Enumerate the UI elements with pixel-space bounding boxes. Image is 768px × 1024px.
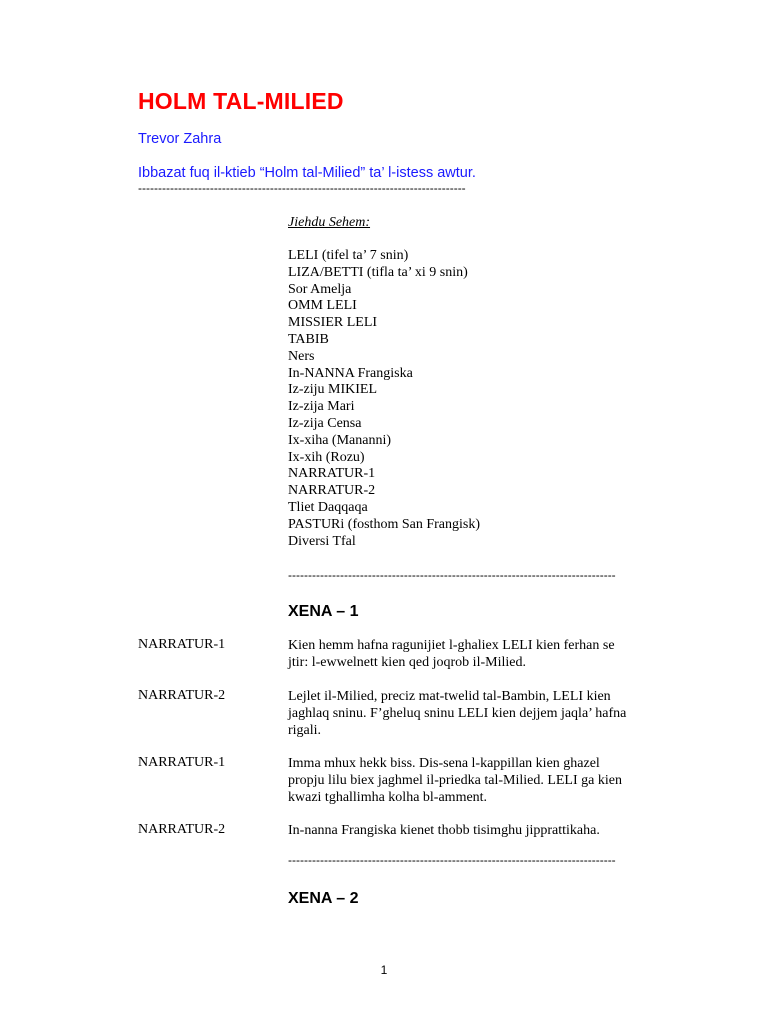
- separator-line: ----------------------------------------------------------------------------------: [288, 568, 616, 582]
- document-title: HOLM TAL-MILIED: [138, 88, 344, 114]
- cast-member: LIZA/BETTI (tifla ta’ xi 9 snin): [288, 264, 468, 280]
- cast-member: NARRATUR-1: [288, 466, 376, 482]
- cast-member: Ners: [288, 348, 315, 364]
- cast-member: MISSIER LELI: [288, 315, 378, 331]
- cast-member: Ix-xih (Rozu): [288, 449, 365, 465]
- cast-member: Iz-zija Mari: [288, 399, 355, 415]
- cast-member: Iz-ziju MIKIEL: [288, 382, 378, 398]
- cast-member: LELI (tifel ta’ 7 snin): [288, 248, 409, 263]
- cast-member: NARRATUR-2: [288, 483, 376, 499]
- cast-member: Sor Amelja: [288, 281, 352, 297]
- scene-1-heading: XENA – 1: [288, 603, 359, 620]
- cast-member: Iz-zija Censa: [288, 415, 362, 431]
- cast-member: Ix-xiha (Mananni): [288, 432, 392, 448]
- scene-2-heading: XENA – 2: [288, 890, 359, 907]
- cast-member: OMM LELI: [288, 298, 357, 314]
- separator-line: ----------------------------------------------------------------------------------: [138, 181, 466, 195]
- based-on-note: Ibbazat fuq il-ktieb “Holm tal-Milied” ta’ l-istess awtur.: [138, 165, 476, 181]
- dialogue-line: Lejlet il-Milied, preciz mat-twelid tal-Bambin, LELI kien jaghlaq sninu. F’gheluq sninu LELI kien dejjem jaqla’ hafna rigali.: [288, 689, 627, 738]
- dialogue-line: In-nanna Frangiska kienet thobb tisimghu jipprattikaha.: [288, 823, 600, 838]
- page-number: 1: [380, 963, 388, 977]
- speaker-label: NARRATUR-1: [138, 637, 226, 652]
- cast-member: PASTURi (fosthom San Frangisk): [288, 516, 481, 532]
- author-name: Trevor Zahra: [138, 131, 222, 147]
- dialogue-line: Imma mhux hekk biss. Dis-sena l-kappillan kien ghazel propju lilu biex jaghmel il-priedka tal-Milied. LELI ga kien kwazi tghallimha kolha bl-amment.: [288, 756, 622, 805]
- dialogue-line: Kien hemm hafna ragunijiet l-ghaliex LELI kien ferhan se jtir: l-ewwelnett kien qed joqrob il-Milied.: [288, 638, 615, 670]
- speaker-label: NARRATUR-2: [138, 688, 226, 703]
- cast-member: Diversi Tfal: [288, 533, 356, 549]
- speaker-label: NARRATUR-1: [138, 755, 226, 770]
- cast-heading: Jiehdu Sehem:: [288, 215, 371, 230]
- speaker-label: NARRATUR-2: [138, 822, 226, 837]
- separator-line: ----------------------------------------------------------------------------------: [288, 853, 616, 867]
- cast-member: In-NANNA Frangiska: [288, 365, 413, 381]
- cast-list: [288, 248, 480, 550]
- cast-member: Tliet Daqqaqa: [288, 499, 368, 515]
- cast-member: TABIB: [288, 331, 329, 347]
